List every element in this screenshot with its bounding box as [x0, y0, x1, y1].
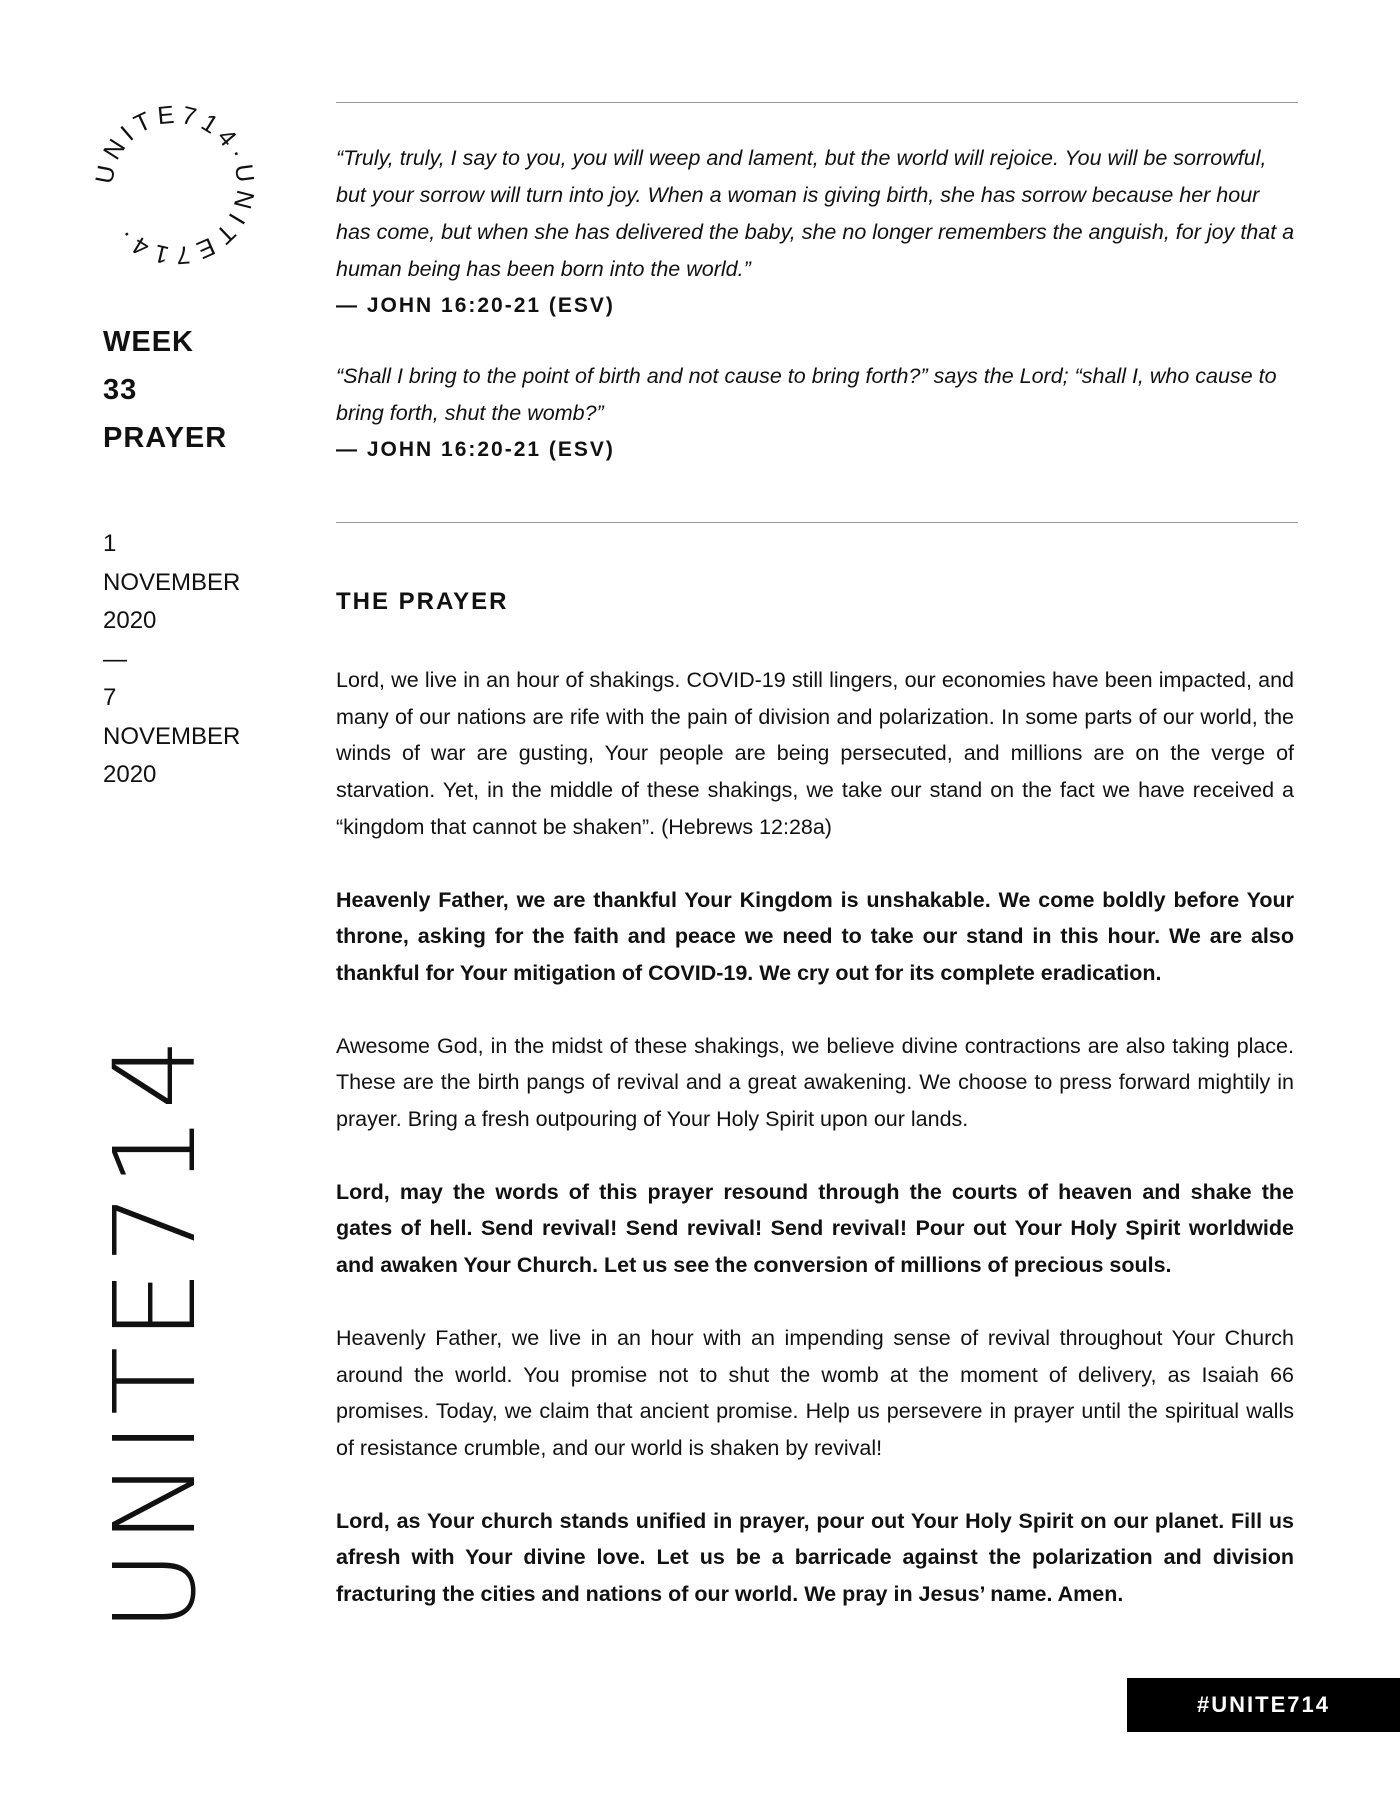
end-year: 2020: [103, 761, 157, 788]
date-separator: —: [103, 645, 127, 673]
hashtag-badge: #UNITE714: [1127, 1678, 1400, 1732]
week-heading: [103, 318, 303, 462]
start-year: 2020: [103, 607, 157, 634]
scripture-quote: “Truly, truly, I say to you, you will weep and lament, but the world will rejoice. You will be sorrowful, but your sorrow will turn into joy. When a woman is giving birth, she has sorrow because her hour has come, but when she has delivered the baby, she no longer remembers the anguish, for joy that a human being has been born into the world.”: [336, 146, 1295, 281]
date-range: [103, 525, 240, 795]
prayer-paragraph-bold: Lord, may the words of this prayer resound through the courts of heaven and shake the gates of hell. Send revival! Send revival! Send revival! Pour out Your Holy Spirit worldwide and awaken Your Church. Let us see the conversion of millions of precious souls.: [336, 1179, 1294, 1278]
unite714-ring-logo: [90, 100, 260, 270]
scripture-quote: “Shall I bring to the point of birth and not cause to bring forth?” says the Lord; “shall I, who cause to bring forth, shut the womb?”: [336, 364, 1277, 425]
week-line: PRAYER: [103, 422, 228, 454]
start-month: NOVEMBER: [103, 568, 241, 596]
scripture-reference: — JOHN 16:20-21 (ESV): [336, 294, 615, 317]
vertical-brand-logo: UNITE714: [91, 1032, 221, 1632]
prayer-paragraph-bold: Heavenly Father, we are thankful Your Kingdom is unshakable. We come boldly before Your throne, asking for the faith and peace we need to take our stand in this hour. We are also thankful for Your mitigation of COVID-19. We cry out for its complete eradication.: [336, 887, 1294, 985]
ring-logo-graphic: [90, 100, 260, 270]
svg-text:UNITE714·UNITE714·: [90, 100, 260, 269]
scripture-reference: — JOHN 16:20-21 (ESV): [336, 438, 615, 461]
prayer-body: [336, 662, 1294, 1649]
prayer-paragraph: Awesome God, in the midst of these shakings, we believe divine contractions are also taking place. These are the birth pangs of revival and a great awakening. We choose to press forward mightily in prayer. Bring a fresh outpouring of Your Holy Spirit upon our lands.: [336, 1033, 1294, 1132]
prayer-paragraph-bold: Lord, as Your church stands unified in prayer, pour out Your Holy Spirit on our planet. Fill us afresh with Your divine love. Let us be a barricade against the polarization and division fracturing the cities and nations of our world. We pray in Jesus’ name. Amen.: [336, 1508, 1294, 1607]
top-divider: [336, 102, 1298, 103]
week-number: 33: [103, 374, 138, 406]
prayer-paragraph: Heavenly Father, we live in an hour with an impending sense of revival throughout Your Church around the world. You promise not to shut the womb at the moment of delivery, as Isaiah 66 promises. Today, we claim that ancient promise. Help us persevere in prayer until the spiritual walls of resistance crumble, and our world is shaken by revival!: [336, 1325, 1294, 1460]
start-day: 1: [103, 530, 117, 557]
end-month: NOVEMBER: [103, 722, 241, 750]
prayer-heading: THE PRAYER: [336, 588, 509, 615]
end-day: 7: [103, 684, 117, 711]
ring-logo-text: UNITE714·UNITE714·: [90, 100, 260, 270]
week-line: WEEK: [103, 326, 194, 358]
scripture-section: [336, 140, 1298, 468]
middle-divider: [336, 522, 1298, 523]
prayer-paragraph: Lord, we live in an hour of shakings. COVID-19 still lingers, our economies have been impacted, and many of our nations are rife with the pain of division and polarization. In some parts of our world, the winds of war are gusting, Your people are being persecuted, and millions are on the verge of starvation. Yet, in the middle of these shakings, we take our stand on the fact we have received a “kingdom that cannot be shaken”. (Hebrews 12:28a): [336, 668, 1294, 839]
